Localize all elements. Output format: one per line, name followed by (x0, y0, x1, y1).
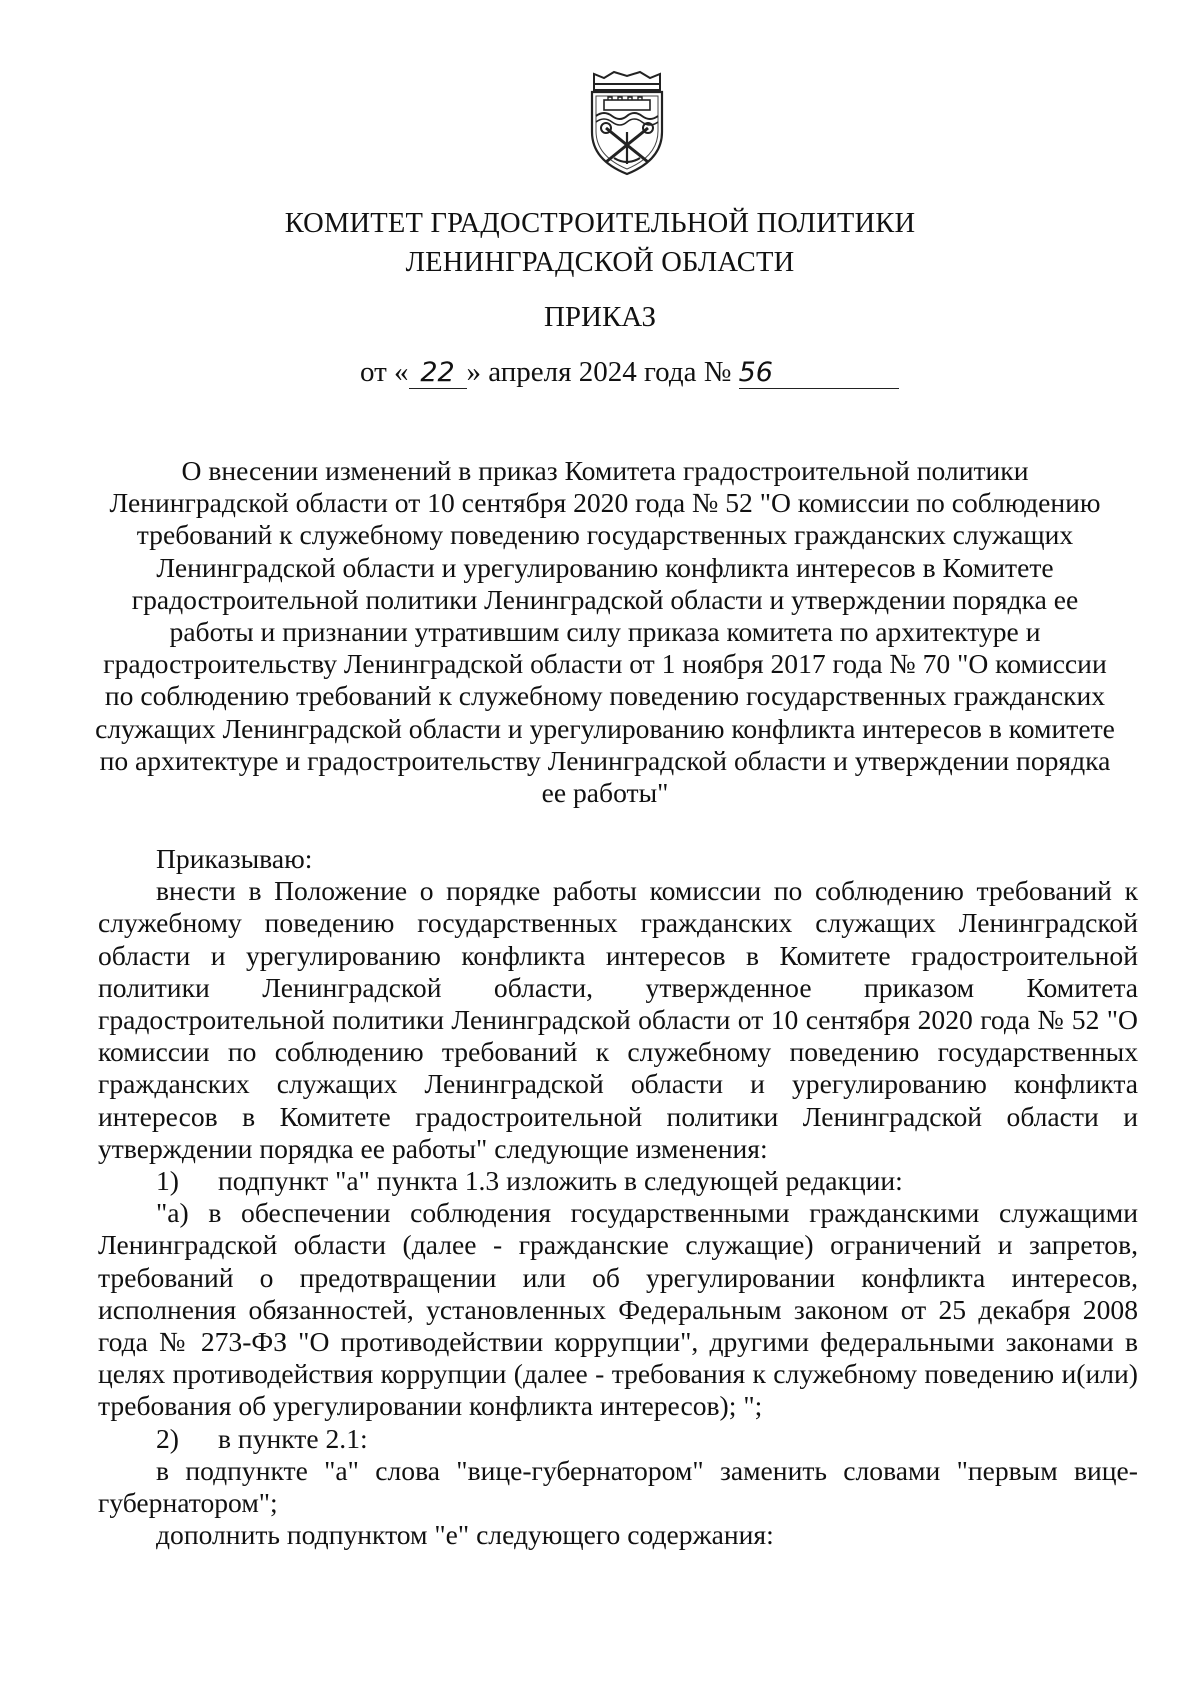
item-1-text: подпункт "а" пункта 1.3 изложить в следующей редакции: (218, 1165, 903, 1197)
item-2-text: в пункте 2.1: (218, 1422, 368, 1454)
item-1-quote: "а) в обеспечении соблюдения государственными гражданскими служащими Ленинградской области (далее - гражданские служащие) ограничений и запретов, требований о предотвращении или об урегулировании конфликта интересов, исполнения обязанностей, установленных Федеральным законом от 25 декабря 2008 года № 273-ФЗ "О противодействии коррупции", другими федеральными законами в целях противодействия коррупции (далее - требования к служебному поведению и(или) требования об урегулировании конфликта интересов); "; (98, 1197, 1138, 1422)
item-2-subpoint-a: в подпункте "а" слова "вице-губернатором" заменить словами "первым вице-губернатором"; (98, 1454, 1138, 1519)
item-2 (98, 1423, 1138, 1455)
date-day-handwritten: 22 (409, 358, 467, 389)
item-2-number: 2) (156, 1422, 179, 1454)
organization-name-line2: ЛЕНИНГРАДСКОЙ ОБЛАСТИ (405, 247, 795, 278)
item-1 (98, 1165, 1138, 1197)
date-prefix: от « (360, 356, 409, 388)
coat-of-arms-emblem (584, 70, 670, 176)
document-subject: О внесении изменений в приказ Комитета градостроительной политики Ленинградской области от 10 сентября 2020 года № 52 "О комиссии по соблюдению требований к служебному поведению государственных гражданских служащих Ленинградской области и урегулированию конфликта интересов в Комитете градостроительной политики Ленинградской области и утверждении порядка ее работы и признании утратившим силу приказа комитета по архитектуре и градостроительству Ленинградской области от 1 ноября 2017 года № 70 "О комиссии по соблюдению требований к служебному поведению государственных гражданских служащих Ленинградской области и урегулированию конфликта интересов в комитете по архитектуре и градостроительству Ленинградской области и утверждении порядка ее работы" (95, 455, 1115, 809)
organization-name-line1: КОМИТЕТ ГРАДОСТРОИТЕЛЬНОЙ ПОЛИТИКИ (284, 208, 916, 239)
item-2-subpoint-e: дополнить подпунктом "е" следующего содержания: (156, 1519, 774, 1551)
document-type: ПРИКАЗ (543, 301, 657, 333)
item-1-number: 1) (156, 1165, 179, 1197)
order-word: Приказываю: (156, 843, 313, 874)
document-body (98, 843, 1138, 1551)
date-middle: » апреля 2024 года № (466, 356, 732, 388)
intro-paragraph: внести в Положение о порядке работы комиссии по соблюдению требований к служебному поведению государственных гражданских служащих Ленинградской области и урегулированию конфликта интересов в Комитете градостроительной политики Ленинградской области, утвержденное приказом Комитета градостроительной политики Ленинградской области от 10 сентября 2020 года № 52 "О комиссии по соблюдению требований к служебному поведению государственных гражданских служащих Ленинградской области и урегулированию конфликта интересов в Комитете градостроительной политики Ленинградской области и утверждении порядка ее работы" следующие изменения: (98, 875, 1138, 1164)
organization-name (0, 204, 1200, 282)
date-line (360, 354, 899, 390)
document-number-handwritten: 56 (739, 358, 899, 389)
